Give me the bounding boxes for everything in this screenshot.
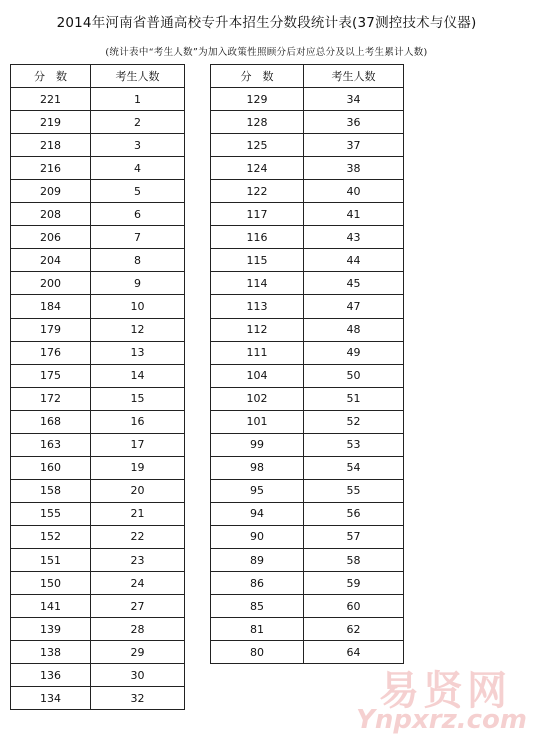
- count-cell: 19: [91, 456, 185, 479]
- count-cell: 48: [304, 318, 404, 341]
- score-cell: 184: [11, 295, 91, 318]
- score-cell: 124: [211, 157, 304, 180]
- watermark-text-cn: 易贤网: [379, 668, 511, 714]
- score-cell: 85: [211, 595, 304, 618]
- score-cell: 98: [211, 456, 304, 479]
- count-cell: 52: [304, 410, 404, 433]
- count-cell: 4: [91, 157, 185, 180]
- score-cell: 81: [211, 618, 304, 641]
- table-row: [211, 295, 404, 318]
- table-row: [211, 134, 404, 157]
- count-cell: 59: [304, 572, 404, 595]
- table-row: [211, 572, 404, 595]
- page-subtitle: (统计表中“考生人数”为加入政策性照顾分后对应总分及以上考生累计人数): [105, 47, 428, 58]
- count-cell: 41: [304, 203, 404, 226]
- score-cell: 168: [11, 410, 91, 433]
- count-cell: 45: [304, 272, 404, 295]
- score-cell: 94: [211, 502, 304, 525]
- score-cell: 206: [11, 226, 91, 249]
- score-cell: 163: [11, 433, 91, 456]
- table-row: [211, 180, 404, 203]
- table-row: [211, 341, 404, 364]
- score-cell: 128: [211, 111, 304, 134]
- table-row: [211, 364, 404, 387]
- table-row: [211, 641, 404, 664]
- count-column-header: 考生人数: [91, 65, 185, 88]
- count-cell: 22: [91, 525, 185, 548]
- score-cell: 113: [211, 295, 304, 318]
- score-cell: 122: [211, 180, 304, 203]
- count-cell: 20: [91, 479, 185, 502]
- table-row: [11, 272, 185, 295]
- count-cell: 38: [304, 157, 404, 180]
- table-row: [11, 226, 185, 249]
- count-cell: 58: [304, 548, 404, 571]
- table-row: [211, 502, 404, 525]
- score-cell: 136: [11, 664, 91, 687]
- table-row: [11, 410, 185, 433]
- score-cell: 129: [211, 88, 304, 111]
- score-cell: 99: [211, 433, 304, 456]
- watermark-logo: [356, 659, 527, 741]
- score-cell: 200: [11, 272, 91, 295]
- count-cell: 5: [91, 180, 185, 203]
- score-cell: 86: [211, 572, 304, 595]
- count-cell: 56: [304, 502, 404, 525]
- score-cell: 115: [211, 249, 304, 272]
- count-cell: 27: [91, 595, 185, 618]
- table-row: [211, 433, 404, 456]
- table-row: [11, 456, 185, 479]
- score-cell: 102: [211, 387, 304, 410]
- table-row: [211, 318, 404, 341]
- score-cell: 218: [11, 134, 91, 157]
- count-cell: 37: [304, 134, 404, 157]
- count-cell: 1: [91, 88, 185, 111]
- table-row: [11, 664, 185, 687]
- count-cell: 36: [304, 111, 404, 134]
- score-cell: 151: [11, 548, 91, 571]
- table-row: [11, 618, 185, 641]
- table-row: [11, 111, 185, 134]
- table-row: [211, 618, 404, 641]
- table-row: [11, 572, 185, 595]
- table-row: [11, 203, 185, 226]
- count-cell: 16: [91, 410, 185, 433]
- table-row: [211, 157, 404, 180]
- table-row: [211, 548, 404, 571]
- count-cell: 34: [304, 88, 404, 111]
- score-table-left: [10, 64, 185, 710]
- count-cell: 44: [304, 249, 404, 272]
- count-cell: 51: [304, 387, 404, 410]
- count-cell: 32: [91, 687, 185, 710]
- page-title: 2014年河南省普通高校专升本招生分数段统计表(37测控技术与仪器): [56, 15, 477, 31]
- score-cell: 175: [11, 364, 91, 387]
- score-cell: 155: [11, 502, 91, 525]
- count-cell: 29: [91, 641, 185, 664]
- score-cell: 160: [11, 456, 91, 479]
- score-cell: 134: [11, 687, 91, 710]
- table-row: [11, 525, 185, 548]
- score-cell: 112: [211, 318, 304, 341]
- score-cell: 101: [211, 410, 304, 433]
- count-cell: 7: [91, 226, 185, 249]
- table-row: [11, 387, 185, 410]
- count-cell: 23: [91, 548, 185, 571]
- count-cell: 60: [304, 595, 404, 618]
- watermark-text-en: Ynpxrz.com: [356, 705, 527, 735]
- table-row: [11, 318, 185, 341]
- count-cell: 54: [304, 456, 404, 479]
- score-cell: 125: [211, 134, 304, 157]
- table-row: [11, 641, 185, 664]
- table-row: [11, 479, 185, 502]
- score-cell: 89: [211, 548, 304, 571]
- count-cell: 24: [91, 572, 185, 595]
- score-cell: 139: [11, 618, 91, 641]
- count-cell: 21: [91, 502, 185, 525]
- table-row: [211, 249, 404, 272]
- score-column-header: 分 数: [211, 65, 304, 88]
- score-cell: 172: [11, 387, 91, 410]
- count-cell: 28: [91, 618, 185, 641]
- count-cell: 2: [91, 111, 185, 134]
- table-row: [11, 687, 185, 710]
- score-cell: 138: [11, 641, 91, 664]
- count-cell: 50: [304, 364, 404, 387]
- score-cell: 219: [11, 111, 91, 134]
- table-row: [211, 387, 404, 410]
- score-cell: 117: [211, 203, 304, 226]
- score-cell: 141: [11, 595, 91, 618]
- table-row: [211, 272, 404, 295]
- score-cell: 208: [11, 203, 91, 226]
- table-row: [11, 364, 185, 387]
- score-column-header: 分 数: [11, 65, 91, 88]
- score-cell: 116: [211, 226, 304, 249]
- count-cell: 6: [91, 203, 185, 226]
- score-cell: 152: [11, 525, 91, 548]
- table-row: [211, 203, 404, 226]
- table-row: [11, 341, 185, 364]
- table-row: [11, 595, 185, 618]
- table-row: [11, 433, 185, 456]
- score-cell: 179: [11, 318, 91, 341]
- score-cell: 204: [11, 249, 91, 272]
- table-row: [211, 88, 404, 111]
- table-row: [211, 410, 404, 433]
- table-row: [11, 134, 185, 157]
- count-cell: 43: [304, 226, 404, 249]
- score-cell: 158: [11, 479, 91, 502]
- table-row: [11, 249, 185, 272]
- table-row: [11, 295, 185, 318]
- table-header-row: [211, 65, 404, 88]
- count-cell: 57: [304, 525, 404, 548]
- count-cell: 8: [91, 249, 185, 272]
- count-cell: 40: [304, 180, 404, 203]
- table-header-row: [11, 65, 185, 88]
- table-row: [211, 226, 404, 249]
- count-cell: 64: [304, 641, 404, 664]
- table-row: [11, 88, 185, 111]
- score-cell: 209: [11, 180, 91, 203]
- count-cell: 12: [91, 318, 185, 341]
- score-cell: 104: [211, 364, 304, 387]
- score-cell: 176: [11, 341, 91, 364]
- count-cell: 14: [91, 364, 185, 387]
- table-row: [211, 595, 404, 618]
- count-cell: 15: [91, 387, 185, 410]
- count-cell: 49: [304, 341, 404, 364]
- score-cell: 90: [211, 525, 304, 548]
- score-cell: 221: [11, 88, 91, 111]
- table-row: [11, 502, 185, 525]
- count-cell: 55: [304, 479, 404, 502]
- table-row: [211, 456, 404, 479]
- count-cell: 30: [91, 664, 185, 687]
- score-cell: 95: [211, 479, 304, 502]
- table-row: [11, 180, 185, 203]
- score-cell: 111: [211, 341, 304, 364]
- score-cell: 150: [11, 572, 91, 595]
- table-row: [211, 111, 404, 134]
- score-table-right: [210, 64, 404, 664]
- count-cell: 9: [91, 272, 185, 295]
- table-row: [211, 479, 404, 502]
- count-cell: 10: [91, 295, 185, 318]
- table-row: [211, 525, 404, 548]
- score-cell: 114: [211, 272, 304, 295]
- count-cell: 3: [91, 134, 185, 157]
- score-cell: 80: [211, 641, 304, 664]
- score-cell: 216: [11, 157, 91, 180]
- count-column-header: 考生人数: [304, 65, 404, 88]
- count-cell: 47: [304, 295, 404, 318]
- table-row: [11, 548, 185, 571]
- count-cell: 17: [91, 433, 185, 456]
- table-row: [11, 157, 185, 180]
- count-cell: 13: [91, 341, 185, 364]
- count-cell: 53: [304, 433, 404, 456]
- count-cell: 62: [304, 618, 404, 641]
